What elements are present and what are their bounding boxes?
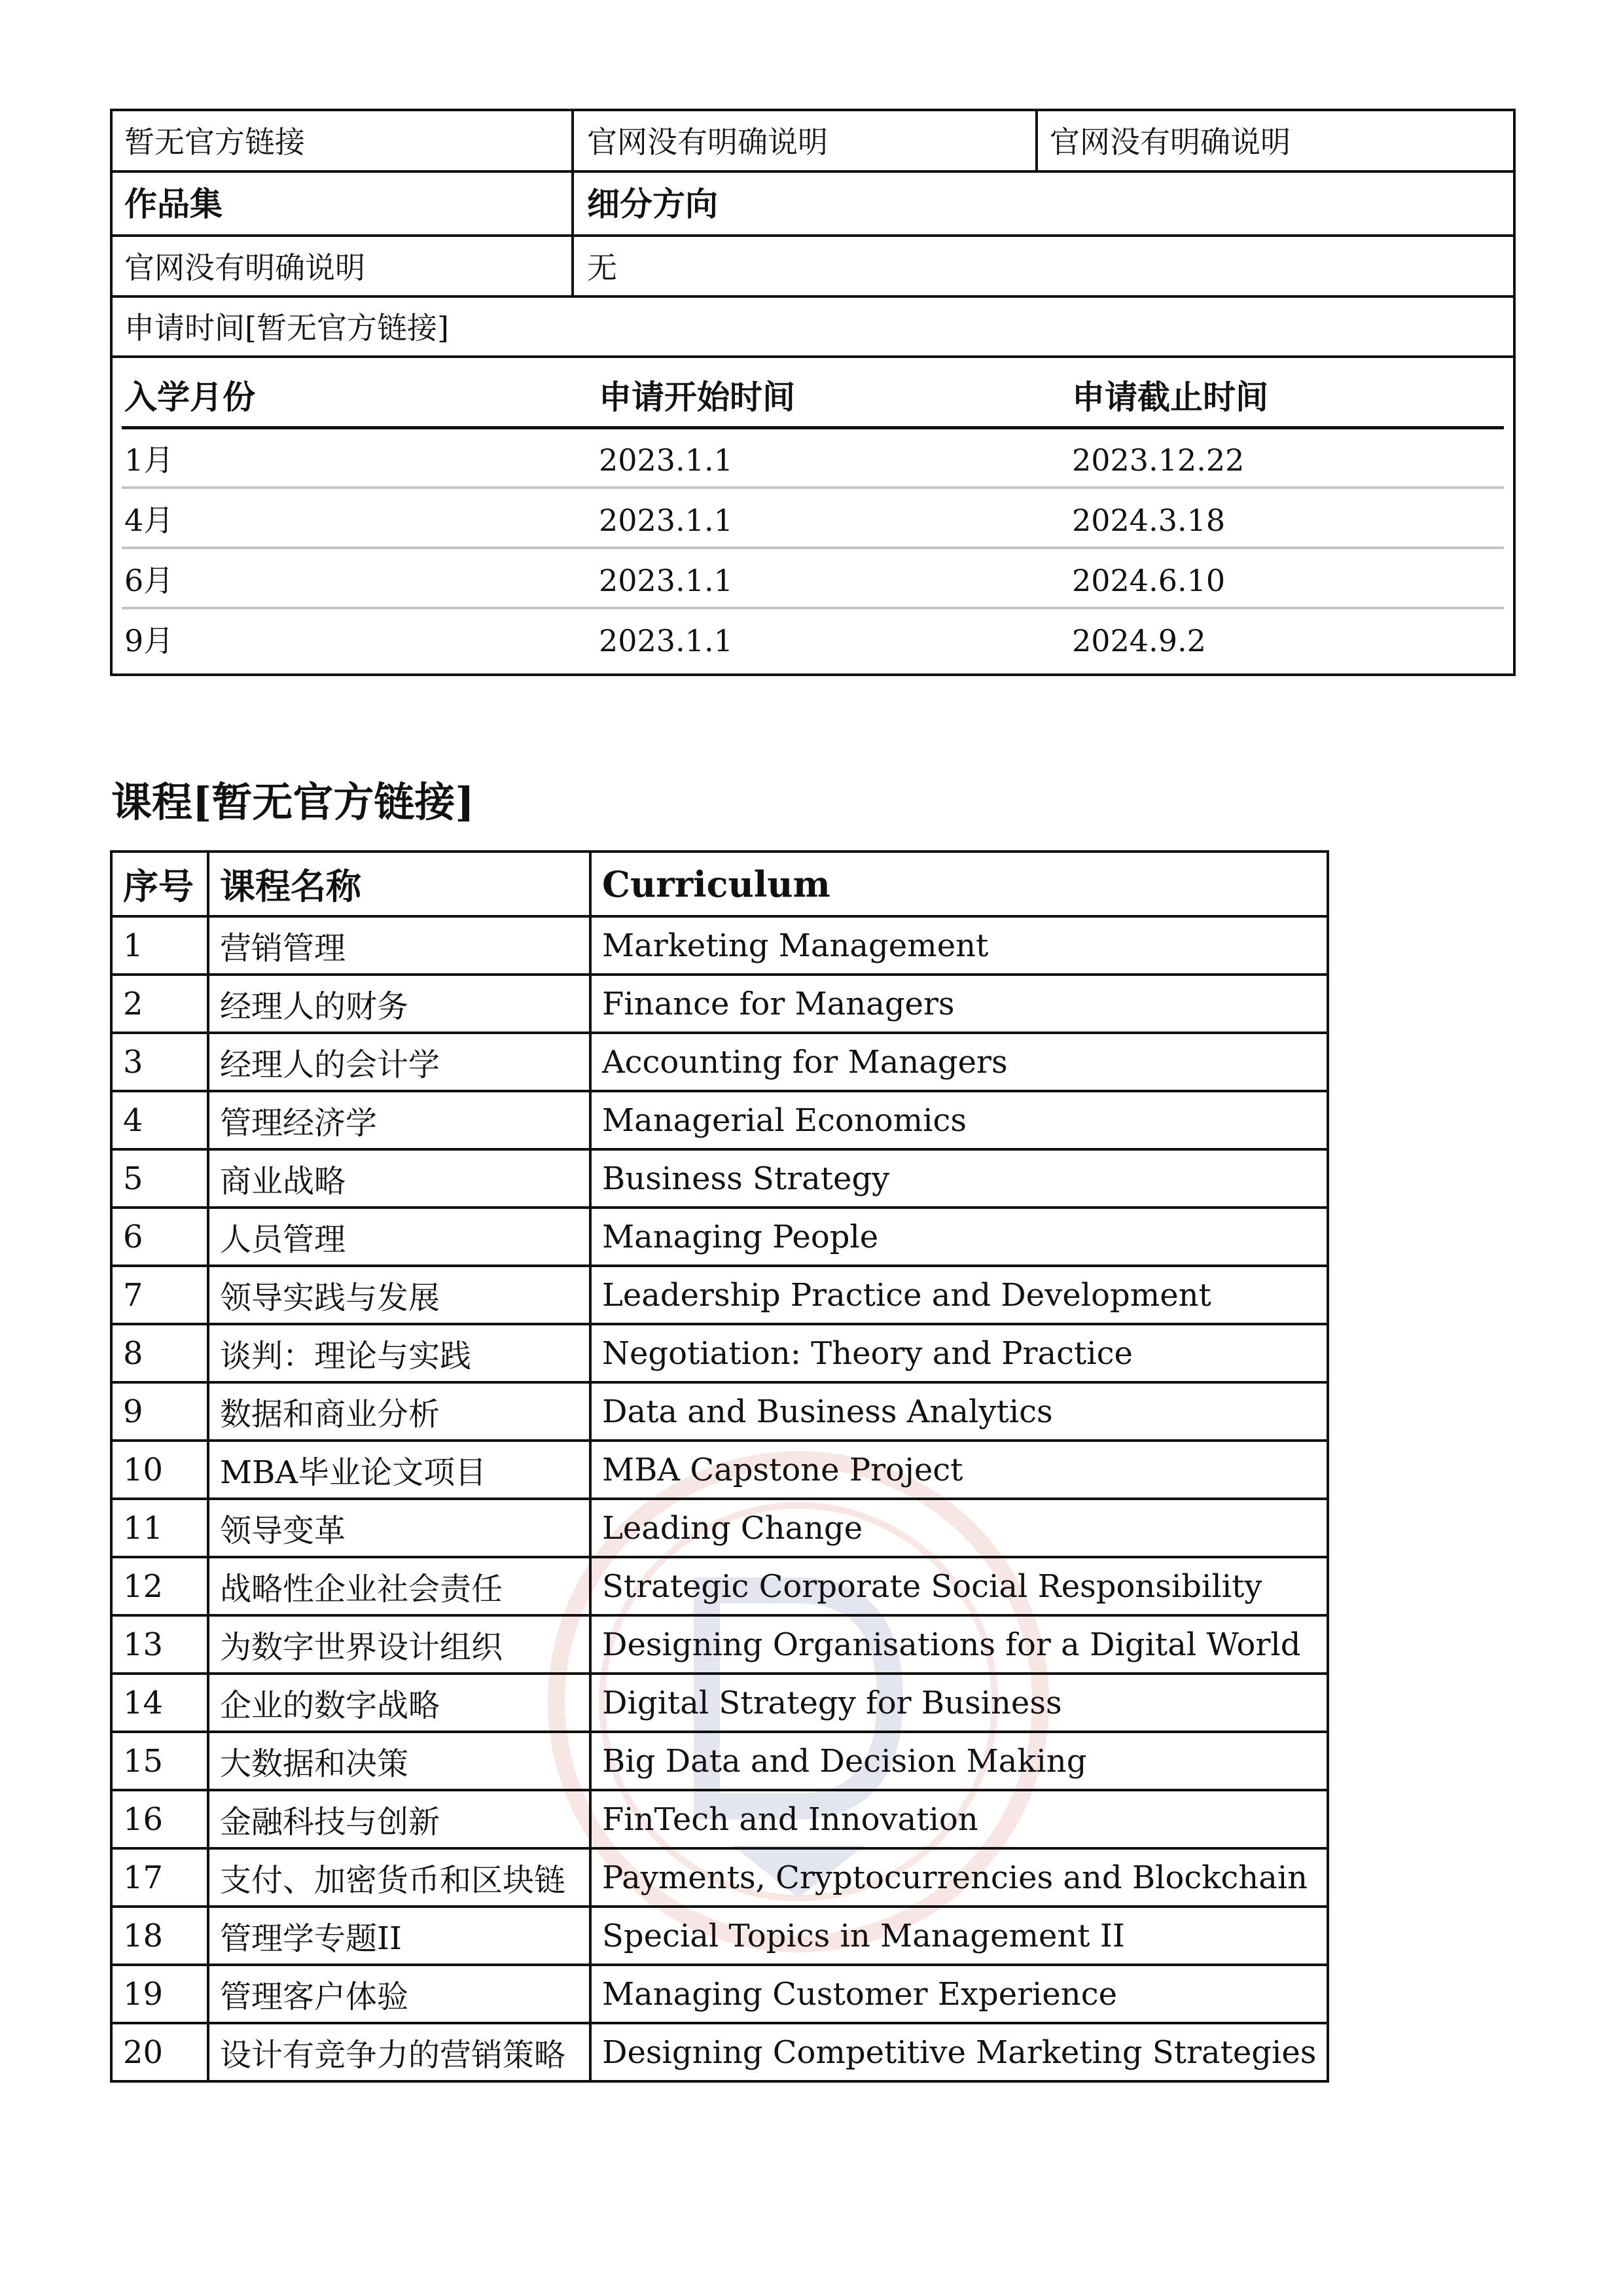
table-row — [111, 975, 1328, 1033]
table-row — [111, 1790, 1328, 1848]
course-name-cn: 管理经济学 — [208, 1091, 590, 1149]
start-date: 2023.1.1 — [599, 623, 733, 658]
course-name-cn: 战略性企业社会责任 — [208, 1557, 590, 1615]
specialization-header: 细分方向 — [587, 185, 718, 223]
course-index: 5 — [111, 1149, 208, 1208]
divider — [110, 234, 1516, 237]
table-row — [111, 1674, 1328, 1732]
course-name-header: 课程名称 — [208, 852, 590, 916]
intake-month-header: 入学月份 — [124, 378, 255, 416]
course-index: 15 — [111, 1732, 208, 1790]
divider — [110, 170, 1516, 173]
course-index: 14 — [111, 1674, 208, 1732]
course-name-en: FinTech and Innovation — [590, 1790, 1328, 1848]
course-name-en: Big Data and Decision Making — [590, 1732, 1328, 1790]
course-name-en: Leading Change — [590, 1499, 1328, 1557]
course-name-en: Accounting for Managers — [590, 1033, 1328, 1091]
table-row — [111, 1382, 1328, 1441]
table-row — [111, 1848, 1328, 1907]
table-row — [111, 1324, 1328, 1382]
course-index: 6 — [111, 1208, 208, 1266]
course-index: 8 — [111, 1324, 208, 1382]
course-name-cn: 大数据和决策 — [208, 1732, 590, 1790]
divider — [1035, 109, 1038, 172]
curriculum-table — [110, 850, 1329, 2083]
application-time-label: 申请时间[暂无官方链接] — [124, 310, 449, 346]
course-index: 4 — [111, 1091, 208, 1149]
course-index: 20 — [111, 2023, 208, 2081]
deadline: 2024.3.18 — [1072, 503, 1226, 538]
table-row — [111, 2023, 1328, 2081]
course-name-cn: 为数字世界设计组织 — [208, 1615, 590, 1674]
course-name-en: Finance for Managers — [590, 975, 1328, 1033]
intake-month: 4月 — [124, 503, 174, 538]
curriculum-title: 课程[暂无官方链接] — [111, 778, 474, 826]
course-name-cn: 营销管理 — [208, 916, 590, 975]
course-index: 10 — [111, 1441, 208, 1499]
table-row — [111, 1499, 1328, 1557]
course-name-cn: 数据和商业分析 — [208, 1382, 590, 1441]
deadline-header: 申请截止时间 — [1072, 378, 1268, 416]
course-index: 17 — [111, 1848, 208, 1907]
course-index: 19 — [111, 1965, 208, 2023]
start-date: 2023.1.1 — [599, 503, 733, 538]
course-index: 9 — [111, 1382, 208, 1441]
deadline: 2023.12.22 — [1072, 442, 1245, 478]
divider — [110, 295, 1516, 298]
start-date-header: 申请开始时间 — [599, 378, 795, 416]
course-name-en: Managing Customer Experience — [590, 1965, 1328, 2023]
table-row — [111, 1033, 1328, 1091]
course-name-en: Designing Organisations for a Digital World — [590, 1615, 1328, 1674]
course-name-en: Designing Competitive Marketing Strategies — [590, 2023, 1328, 2081]
course-name-cn: 管理学专题II — [208, 1907, 590, 1965]
course-name-cn: 管理客户体验 — [208, 1965, 590, 2023]
course-name-cn: 金融科技与创新 — [208, 1790, 590, 1848]
course-name-cn: 领导变革 — [208, 1499, 590, 1557]
program-info-table — [110, 109, 1516, 676]
divider — [110, 355, 1516, 358]
deadline: 2024.6.10 — [1072, 563, 1226, 598]
course-name-en: Leadership Practice and Development — [590, 1266, 1328, 1324]
header-rule — [122, 426, 1504, 429]
course-index: 11 — [111, 1499, 208, 1557]
course-name-en: Strategic Corporate Social Responsibility — [590, 1557, 1328, 1615]
table-row — [111, 916, 1328, 975]
intake-month: 6月 — [124, 563, 174, 598]
course-name-en: Negotiation: Theory and Practice — [590, 1324, 1328, 1382]
course-index: 2 — [111, 975, 208, 1033]
table-header-row — [111, 852, 1328, 916]
table-row — [111, 1965, 1328, 2023]
curriculum-header: Curriculum — [590, 852, 1328, 916]
course-name-cn: 人员管理 — [208, 1208, 590, 1266]
course-name-cn: 经理人的会计学 — [208, 1033, 590, 1091]
course-index: 16 — [111, 1790, 208, 1848]
course-name-en: Payments, Cryptocurrencies and Blockchain — [590, 1848, 1328, 1907]
official-link-status: 暂无官方链接 — [124, 124, 305, 160]
course-name-cn: 谈判：理论与实践 — [208, 1324, 590, 1382]
intake-month: 9月 — [124, 623, 174, 658]
course-name-en: Data and Business Analytics — [590, 1382, 1328, 1441]
specialization-value: 无 — [587, 250, 617, 285]
row-rule — [122, 607, 1504, 609]
course-index: 12 — [111, 1557, 208, 1615]
course-index: 13 — [111, 1615, 208, 1674]
start-date: 2023.1.1 — [599, 563, 733, 598]
course-name-cn: 领导实践与发展 — [208, 1266, 590, 1324]
course-index: 18 — [111, 1907, 208, 1965]
table-row — [111, 1557, 1328, 1615]
official-info-status: 官网没有明确说明 — [1050, 124, 1291, 160]
table-row — [111, 1266, 1328, 1324]
course-index: 1 — [111, 916, 208, 975]
index-header: 序号 — [111, 852, 208, 916]
portfolio-header: 作品集 — [124, 185, 223, 223]
course-name-en: Digital Strategy for Business — [590, 1674, 1328, 1732]
row-rule — [122, 486, 1504, 489]
row-rule — [122, 547, 1504, 549]
course-name-en: MBA Capstone Project — [590, 1441, 1328, 1499]
course-name-cn: 设计有竞争力的营销策略 — [208, 2023, 590, 2081]
course-name-en: Marketing Management — [590, 916, 1328, 975]
course-name-cn: 商业战略 — [208, 1149, 590, 1208]
course-index: 7 — [111, 1266, 208, 1324]
course-name-en: Managing People — [590, 1208, 1328, 1266]
course-name-en: Special Topics in Management II — [590, 1907, 1328, 1965]
table-row — [111, 1441, 1328, 1499]
table-row — [111, 1208, 1328, 1266]
table-row — [111, 1091, 1328, 1149]
divider — [571, 109, 574, 297]
course-index: 3 — [111, 1033, 208, 1091]
course-name-en: Managerial Economics — [590, 1091, 1328, 1149]
course-name-cn: 企业的数字战略 — [208, 1674, 590, 1732]
course-name-cn: MBA毕业论文项目 — [208, 1441, 590, 1499]
portfolio-value: 官网没有明确说明 — [124, 250, 365, 285]
deadline: 2024.9.2 — [1072, 623, 1206, 658]
course-name-cn: 经理人的财务 — [208, 975, 590, 1033]
table-row — [111, 1732, 1328, 1790]
table-row — [111, 1615, 1328, 1674]
table-row — [111, 1149, 1328, 1208]
start-date: 2023.1.1 — [599, 442, 733, 478]
course-name-en: Business Strategy — [590, 1149, 1328, 1208]
intake-month: 1月 — [124, 442, 174, 478]
table-row — [111, 1907, 1328, 1965]
official-info-status: 官网没有明确说明 — [587, 124, 828, 160]
course-name-cn: 支付、加密货币和区块链 — [208, 1848, 590, 1907]
